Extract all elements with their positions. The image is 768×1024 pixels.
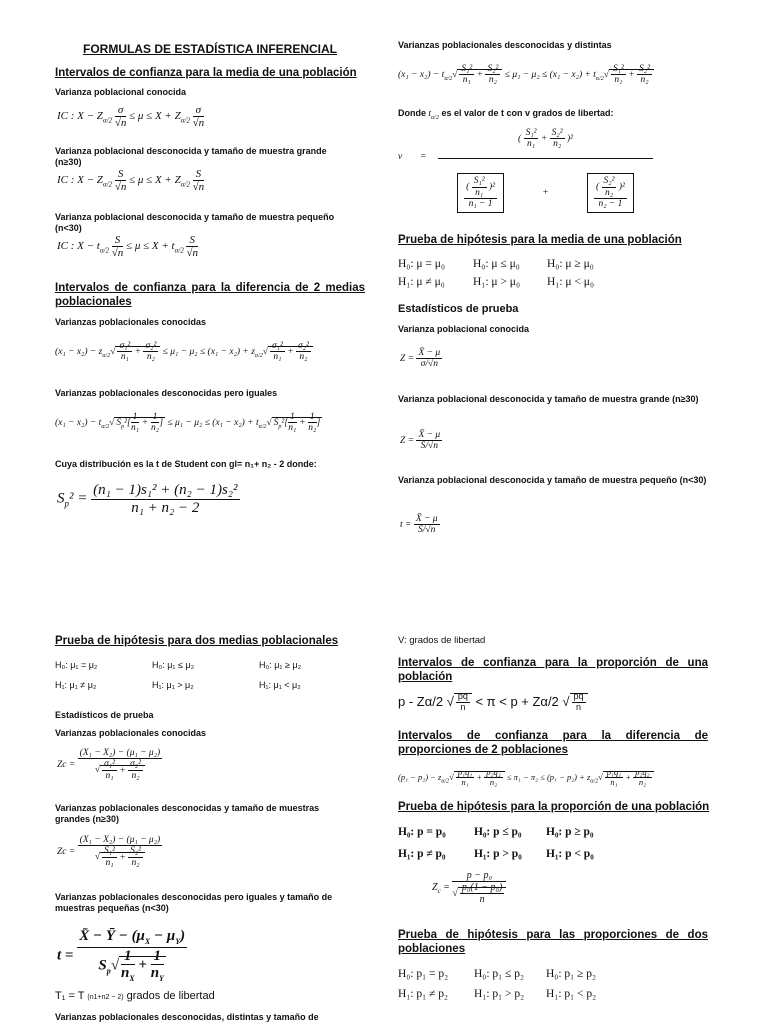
student-t-note: Cuya distribución es la t de Student con gl= n₁+ n₂ - 2 donde: (55, 459, 317, 469)
t-alpha-symbol: $t_{\alpha/2}$ (428, 109, 439, 121)
section-title-ci-diff-proportions: Intervalos de confianza para la diferencia de proporciones de 2 poblaciones (398, 730, 708, 756)
subtitle-known-variance-right: Varianza poblacional conocida (398, 324, 530, 334)
subtitle-unknown-equal: Varianzas poblacionales desconocidas pero iguales (55, 388, 278, 398)
formula-z-large: Z = $\frac{X̄ - \mu}{S/√n}$ (400, 430, 441, 452)
section-title-ht-two-means: Prueba de hipótesis para dos medias poblacionales (55, 635, 339, 647)
h1-one-mean-lt: H₁: μ < μ₀ (547, 276, 594, 288)
df-legend: V: grados de libertad (398, 635, 486, 646)
subtitle-test-statistics: Estadísticos de prueba (55, 710, 154, 720)
h1-two-means-gt: H₁: μ₁ > μ₂ (152, 680, 194, 690)
h0-two-means-le: H₀: μ₁ ≤ μ₂ (152, 660, 195, 670)
section-title-ci-proportion: Intervalos de confianza para la proporción de una población (398, 657, 708, 683)
formula-t-small: t = $\frac{X̄ - \mu}{S/√n}$ (400, 514, 438, 536)
formula-ci-mean-known: IC : $X - Z_{\alpha/2}$ $\frac{\sigma}{√n}$ ≤ $\mu \le X + Z_{\alpha/2}$ $\frac{\sigma}{√n}$ (57, 104, 205, 130)
h0-one-mean-ge: H₀: μ ≥ μ₀ (547, 258, 594, 270)
formula-ci-diff-distinct: $(x_1 - x_2) - t_{\alpha/2}√$ $\frac{\text{S₁²}}{\text{n₁}}$ + $\frac{\text{S₂²}}{\text{n₂}}$ ≤ $\mu_1 - \mu_2 \le (x_1 - x_2) + t_{\alpha/2}√$ $\frac{\text{S₁²}}{\text{n₁}}$ + $\frac{\text{S₂²}}{\text{n₂}}$ (398, 64, 654, 86)
h1-one-mean-ne: H₁: μ ≠ μ₀ (398, 276, 445, 288)
welch-note-prefix: Donde (398, 108, 426, 118)
formula-zc-known: Zc = (X₁ − X₂) − (μ₁ − μ₂) √ $\frac{\text{σ₁²}}{\text{n₁}}$ + $\frac{\text{σ₂²}}{\text{n₂}}$ (57, 748, 161, 781)
formula-zc-proportion: $Z_c$ = p − p₀ √ $\frac{\text{p₀(1 − p₀)}}{n}$ (432, 870, 506, 905)
formula-ci-diff-equal: $(x_1 - x_2) - t_{\alpha/2}√$ $S_p^2$[ $\frac{1}{\text{n₁}}$ + $\frac{1}{\text{n₂}}$ ] ≤ $\mu_1 - \mu_2 \le (x_1 - x_2) + t_{\alpha/2}√$ $S_p^2$[ $\frac{1}{\text{n₁}}$ + $\frac{1}{\text{n₂}}$ ] (55, 412, 321, 434)
formula-ci-proportion: p - Zα/2 √ $\frac{pq}{n}$ < π < p + Zα/2 √ $\frac{pq}{n}$ (398, 692, 588, 713)
h1-two-proportions-gt: H₁: p₁ > p₂ (474, 988, 525, 1000)
h0-two-means-ge: H₀: μ₁ ≥ μ₂ (259, 660, 302, 670)
subtitle-unknown-large-test: Varianzas poblacionales desconocidas y tamaño de muestras grandes (n≥30) (55, 803, 320, 824)
h0-two-proportions-ge: H₀: p₁ ≥ p₂ (546, 968, 596, 980)
df-note-label: T₁ = T (55, 990, 85, 1002)
h1-two-means-ne: H₁: μ₁ ≠ μ₂ (55, 680, 97, 690)
subtitle-unknown-distinct: Varianzas poblacionales desconocidas y distintas (398, 40, 612, 50)
h1-proportion-ne: H₁: p ≠ p₀ (398, 848, 446, 860)
h1-one-mean-gt: H₁: μ > μ₀ (473, 276, 520, 288)
h1-proportion-gt: H₁: p > p₀ (474, 848, 522, 860)
h0-two-proportions-le: H₀: p₁ ≤ p₂ (474, 968, 524, 980)
formula-pooled-variance: $S_p^2$ = $\frac{\text{(n₁ − 1)s₁² + (n₂ − 1)s₂²}}{\text{n₁ + n₂ − 2}}$ (57, 482, 238, 516)
section-title-ht-one-mean: Prueba de hipótesis para la media de una población (398, 234, 682, 246)
subtitle-unknown-large-right: Varianza poblacional desconocida y tamaño de muestra grande (n≥30) (398, 394, 699, 404)
df-note (55, 990, 215, 1002)
formula-welch-df: v = ( $\frac{\text{S₁²}}{\text{n₁}}$ + $\frac{\text{S₂²}}{\text{n₂}}$ )² ( $\frac{\text{S₁²}}{\text{n₁}}$ )² n₁ − 1 + ( $\frac{\text{S₂²}}{\text{n₂}}$ )² n₂ − 1 (398, 128, 658, 228)
section-title-ht-two-proportions: Prueba de hipótesis para las proporciones de dos poblaciones (398, 929, 708, 955)
subtitle-unknown-large: Varianza poblacional desconocida y tamaño de muestra grande (n≥30) (55, 146, 327, 167)
h1-two-means-lt: H₁: μ₁ < μ₂ (259, 680, 301, 690)
h0-one-mean-eq: H₀: μ = μ₀ (398, 258, 445, 270)
h0-one-mean-le: H₀: μ ≤ μ₀ (473, 258, 520, 270)
subtitle-unknown-small: Varianza poblacional desconocida y tamaño de muestra pequeño (n<30) (55, 212, 335, 233)
subtitle-test-stats-right: Estadísticos de prueba (398, 303, 519, 315)
subtitle-known-variances: Varianzas poblacionales conocidas (55, 317, 207, 327)
formula-ci-diff-proportions: $(p_1 - p_2) - z_{\alpha/2}√$ $\frac{\text{p₁q₁}}{\text{n₁}}$ + $\frac{\text{p₂q₂}}{\text{n₂}}$ ≤ $\pi_1 - \pi_2 \le (p_1 - p_2) + z_{\alpha/2}√$ $\frac{\text{p₁q₁}}{\text{n₁}}$ + $\frac{\text{p₂q₂}}{\text{n₂}}$ (398, 768, 654, 788)
formula-ci-mean-small: IC : $X - t_{\alpha/2}$ $\frac{S}{√n}$ ≤ $\mu \le X + t_{\alpha/2}$ $\frac{S}{√n}$ (57, 234, 199, 260)
formula-ci-mean-large: IC : $X - Z_{\alpha/2}$ $\frac{S}{√n}$ ≤ $\mu \le X + Z_{\alpha/2}$ $\frac{S}{√n}$ (57, 168, 205, 194)
subtitle-known-variance: Varianza poblacional conocida (55, 87, 187, 97)
h1-proportion-lt: H₁: p < p₀ (546, 848, 594, 860)
formula-ci-diff-known: $(x_1 - x_2) - z_{\alpha/2}√$ $\frac{\text{σ₁²}}{\text{n₁}}$ + $\frac{\text{σ₂²}}{\text{n₂}}$ ≤ $\mu_1 - \mu_2 \le (x_1 - x_2) + z_{\alpha/2}√$ $\frac{\text{σ₁²}}{\text{n₁}}$ + $\frac{\text{σ₂²}}{\text{n₂}}$ (55, 341, 313, 363)
subtitle-unknown-small-right: Varianza poblacional desconocida y tamaño de muestra pequeño (n<30) (398, 475, 707, 485)
formula-zc-large: Zc = (X₁ − X₂) − (μ₁ − μ₂) √ $\frac{\text{S₁²}}{\text{n₁}}$ + $\frac{\text{S₂²}}{\text{n₂}}$ (57, 835, 161, 868)
section-title-ci-mean: Intervalos de confianza para la media de una población (55, 67, 357, 79)
h0-proportion-le: H₀: p ≤ p₀ (474, 826, 522, 838)
welch-note (398, 108, 614, 124)
df-note-sub: (n1+n2 − 2) (87, 994, 124, 1001)
formula-z-known: Z = $\frac{X̄ - \mu}{\sigma/√n}$ (400, 348, 441, 370)
page-title: FORMULAS DE ESTADÍSTICA INFERENCIAL (83, 42, 337, 56)
h1-two-proportions-ne: H₁: p₁ ≠ p₂ (398, 988, 448, 1000)
h0-two-means-eq: H₀: μ₁ = μ₂ (55, 660, 98, 670)
welch-note-text: es el valor de t con v grados de libertad: (441, 108, 614, 118)
df-note-text: grados de libertad (126, 990, 215, 1002)
subtitle-known-variances-test: Varianzas poblacionales conocidas (55, 728, 207, 738)
formula-t-pooled: t = X̄ − Ȳ − $(\mu_X - \mu_Y)$ $S_p√$ $\frac{1}{n_X}$ + $\frac{1}{n_Y}$ (57, 928, 186, 984)
subtitle-unknown-distinct-cut: Varianzas poblacionales desconocidas, distintas y tamaño de (55, 1012, 319, 1022)
h0-proportion-eq: H₀: p = p₀ (398, 826, 446, 838)
h1-two-proportions-lt: H₁: p₁ < p₂ (546, 988, 597, 1000)
subtitle-unknown-equal-small: Varianzas poblacionales desconocidas pero iguales y tamaño de muestras pequeñas (n<30) (55, 892, 333, 913)
section-title-ht-proportion: Prueba de hipótesis para la proporción de una población (398, 801, 710, 813)
h0-proportion-ge: H₀: p ≥ p₀ (546, 826, 594, 838)
section-title-ci-diff-means: Intervalos de confianza para la diferencia de 2 medias poblacionales (55, 282, 365, 308)
h0-two-proportions-eq: H₀: p₁ = p₂ (398, 968, 449, 980)
